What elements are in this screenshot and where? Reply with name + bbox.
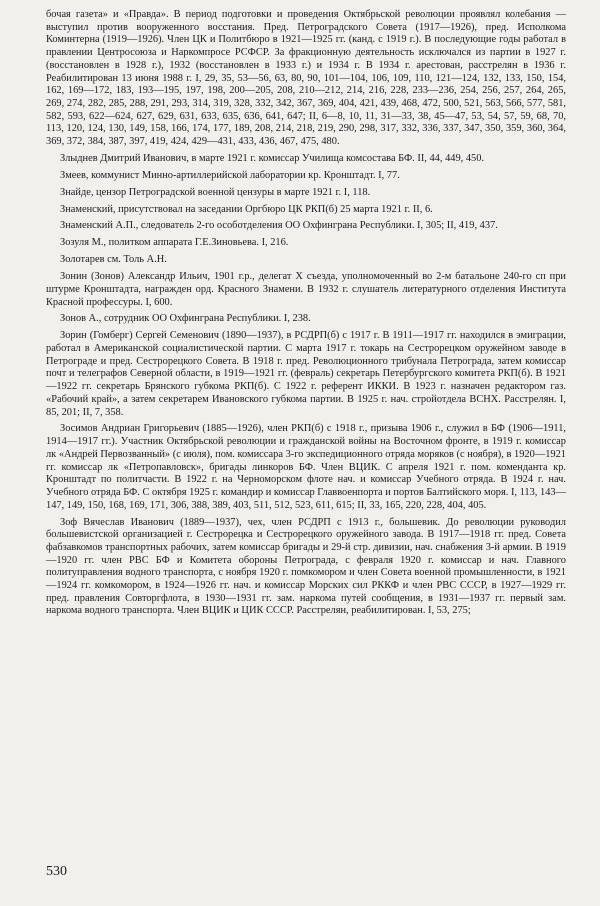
- entry-zolotarev: Золотарев см. Толь А.Н.: [60, 254, 167, 266]
- page-number: 530: [46, 864, 67, 879]
- entry-zmeev: Змеев, коммунист Минно-артиллерийской лаборатории кр. Кронштадт. I, 77.: [60, 169, 400, 181]
- entry-zonin: Зонин (Зонов) Александр Ильич, 1901 г.р., делегат X съезда, уполномоченный во 2-м батальоне 240-го сп при штурме Кронштадта, награжден орд. Красного Знамени. В 1932 г. слушатель литературного отделения Института Красной профессуры. I, 600.: [46, 271, 566, 308]
- entry-znamensky: Знаменский, присутствовал на заседании Оргбюро ЦК РКП(б) 25 марта 1921 г. II, 6.: [60, 203, 433, 215]
- entry-znamensky-ap: Знаменский А.П., следователь 2-го особотделения ОО Охфинграна Республики. I, 305; II, 419, 437.: [60, 220, 498, 232]
- entry-zlydnev: Злыднев Дмитрий Иванович, в марте 1921 г. комиссар Училища комсостава БФ. II, 44, 449, 450.: [60, 152, 485, 164]
- entry-zonov: Зонов А., сотрудник ОО Охфинграна Республики. I, 238.: [60, 313, 311, 325]
- entry-zozulya: Зозуля М., политком аппарата Г.Е.Зиновьева. I, 216.: [60, 237, 289, 249]
- entry-znayde: Знайде, цензор Петроградской военной цензуры в марте 1921 г. I, 118.: [60, 186, 371, 198]
- entry-zosimov: Зосимов Андриан Григорьевич (1885—1926), член РКП(б) с 1918 г., призыва 1906 г., служил в БФ (1906—1911, 1914—1917 гг.). Участник Октябрьской революции и гражданской войны на Восточном фронте, в 1919 г. комиссар лк «Андрей Первозванный» (с июля), пом. комиссара 3-го экспедиционного отряда моряков (с ноября), в 1920—1921 гг. комиссар лк «Петропавловск», бригады линкоров БФ. Член ВЦИК. С апреля 1921 г. пом. коменданта кр. Кронштадт по политчасти. В 1922 г. на Черноморском флоте нач. и комиссар Учебного отряда. В 1924 г. нач. Учебного отряда БФ. С октября 1925 г. командир и комиссар Главвоенпорта и портов Балтийского моря. I, 113, 143—147, 149, 150, 168, 169, 171, 306, 388, 389, 403, 511, 512, 523, 611, 615; II, 33, 165, 220, 228, 404, 405.: [46, 423, 566, 511]
- index-entries: [46, 9, 566, 618]
- entry-continuation: бочая газета» и «Правда». В период подготовки и проведения Октябрьской революции проявлял колебания — выступил против вооруженного восстания. Пред. Петроградского Совета (1917—1926), пред. Исполкома Коминтерна (1919—1926). Член ЦК и Политбюро в 1921—1925 гг. (канд. с 1919 г.). В последующие годы работал в правлении Центросоюза и Наркомпросе РСФСР. За фракционную деятельность исключался из партии в 1927 г. (восстановлен в 1928 г.), 1932 (восстановлен в 1933 г.) и 1934 г. В 1934 г. арестован, расстрелян в 1936 г. Реабилитирован 13 июня 1988 г. I, 29, 35, 53—56, 63, 80, 90, 101—104, 106, 109, 110, 121—124, 132, 133, 150, 154, 162, 169—172, 183, 193—195, 197, 198, 200—205, 208, 210—212, 214, 216, 228, 233—236, 254, 256, 257, 264, 265, 269, 274, 282, 285, 288, 291, 293, 314, 319, 328, 332, 342, 367, 369, 404, 421, 439, 468, 472, 500, 521, 563, 566, 577, 581, 582, 593, 622—624, 627, 629, 631, 633, 635, 636, 641, 647; II, 6—8, 10, 11, 31—33, 38, 45—47, 53, 54, 57, 59, 68, 70, 113, 120, 124, 130, 149, 158, 166, 174, 177, 189, 208, 214, 218, 219, 290, 298, 317, 332, 336, 337, 347, 350, 359, 360, 364, 369, 372, 384, 387, 397, 419, 424, 429—431, 433, 436, 467, 475, 480.: [46, 9, 566, 148]
- entry-zof: Зоф Вячеслав Иванович (1889—1937), чех, член РСДРП с 1913 г., большевик. До революции руководил большевистской организацией г. Сестрорецка и Сестрорецкого оружейного завода. В 1917—1918 гг. пред. Совета фабзавкомов транспортных рабочих, затем комиссар бригады и 29-й стр. дивизии, нач. снабжения 3-й армии. В 1919—1920 гг. член РВС БФ и Комитета обороны Петрограда, с февраля 1920 г. комиссар и нач. Главного политуправления водного транспорта, с ноября 1920 г. помкомором и член Совета военной промышленности, в 1921—1924 гг. комкомором, в 1924—1926 гг. нач. и комиссар Морских сил РККФ и член РВС СССР, в 1927—1929 гг. пред. правления Совторгфлота, в 1930—1931 гг. зам. наркома путей сообщения, в 1931—1937 гг. первый зам. наркома водного транспорта. Член ВЦИК и ЦИК СССР. Расстрелян, реабилитирован. I, 53, 275;: [46, 516, 566, 617]
- entry-zorin: Зорин (Гомберг) Сергей Семенович (1890—1937), в РСДРП(б) с 1917 г. В 1911—1917 гг. находился в эмиграции, работал в Американской социалистической партии. С марта 1917 г. токарь на Сестрорецком оружейном заводе в Петрограде и пред. Сестрорецкого Совета. В 1918 г. пред. Революционного трибунала Петрограда, затем комиссар почт и телеграфов Северной области, в 1919—1921 гг. (февраль) секретарь Петербургского комитета РКП(б). В 1921—1922 гг. секретарь Брянского губкома РКП(б). С 1922 г. референт ИККИ. В 1923 г. назначен редактором газ. «Рабочий край», а затем секретарем Ивановского губкома партии. В 1925 г. нач. стройотдела ВСНХ. Расстрелян. I, 85, 201; II, 7, 358.: [46, 330, 566, 418]
